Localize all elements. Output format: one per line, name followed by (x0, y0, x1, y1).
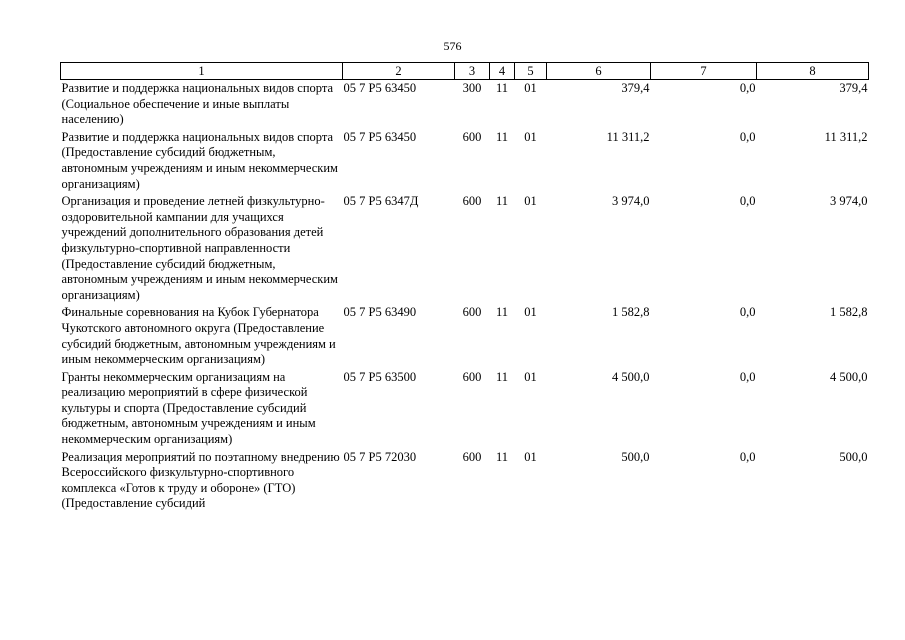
column-header-2: 2 (343, 63, 455, 80)
row-name: Развитие и поддержка национальных видов спорта (Предоставление субсидий бюджетным, автономным учреждениям и иным некоммерческим организациям) (61, 129, 338, 191)
row-value-7: 0,0 (739, 449, 756, 464)
column-header-7: 7 (651, 63, 757, 80)
row-rz: 11 (495, 369, 509, 384)
row-code: 05 7 Р5 63450 (343, 81, 417, 95)
row-value-6: 4 500,0 (612, 369, 650, 384)
column-header-5: 5 (515, 63, 547, 80)
row-value-8: 379,4 (839, 81, 868, 95)
row-value-8: 3 974,0 (830, 194, 868, 209)
row-vr: 600 (462, 194, 482, 209)
row-value-7: 0,0 (739, 194, 756, 209)
row-pr: 01 (524, 449, 537, 464)
row-code: 05 7 Р5 63500 (343, 369, 417, 384)
row-rz: 11 (495, 81, 509, 95)
budget-table (60, 62, 869, 513)
row-value-6: 11 311,2 (606, 129, 650, 144)
row-name: Реализация мероприятий по поэтапному внедрению Всероссийского физкультурно-спортивного комплекса «Готов к труду и обороне» (ГТО) (Предоставление субсидий (61, 449, 340, 511)
row-value-8: 4 500,0 (830, 369, 868, 384)
page-number: 576 (443, 39, 462, 53)
row-value-7: 0,0 (739, 81, 756, 95)
row-pr: 01 (524, 305, 537, 320)
row-value-7: 0,0 (739, 305, 756, 320)
table-row (61, 193, 869, 304)
row-rz: 11 (495, 129, 509, 144)
row-vr: 600 (462, 129, 482, 144)
row-value-7: 0,0 (739, 369, 756, 384)
row-vr: 600 (462, 305, 482, 320)
column-header-4: 4 (490, 63, 515, 80)
row-pr: 01 (524, 369, 537, 384)
row-value-6: 500,0 (621, 449, 650, 464)
row-rz: 11 (495, 449, 509, 464)
row-code: 05 7 Р5 63450 (343, 129, 417, 144)
row-value-6: 3 974,0 (612, 194, 650, 209)
row-value-8: 11 311,2 (824, 129, 868, 144)
row-name: Гранты некоммерческим организациям на реализацию мероприятий в сфере физической культуры и спорта (Предоставление субсидий бюджетным, автономным учреждениям и иным некоммерческим организациям) (61, 369, 316, 447)
row-rz: 11 (495, 194, 509, 209)
row-value-8: 1 582,8 (830, 305, 868, 320)
row-rz: 11 (495, 305, 509, 320)
column-header-3: 3 (455, 63, 490, 80)
column-header-8: 8 (757, 63, 869, 80)
row-vr: 300 (462, 81, 482, 95)
row-code: 05 7 Р5 63490 (343, 305, 417, 320)
column-header-6: 6 (547, 63, 651, 80)
table-row (61, 80, 869, 129)
row-code: 05 7 Р5 72030 (343, 449, 417, 464)
row-code: 05 7 Р5 6347Д (343, 194, 419, 209)
header-row (61, 63, 869, 80)
row-value-8: 500,0 (839, 449, 868, 464)
column-header-1: 1 (61, 63, 343, 80)
row-vr: 600 (462, 369, 482, 384)
table-row (61, 304, 869, 368)
row-name: Развитие и поддержка национальных видов спорта (Социальное обеспечение и иные выплаты населению) (61, 81, 334, 127)
table-row (61, 129, 869, 193)
row-pr: 01 (524, 129, 537, 144)
row-pr: 01 (524, 81, 537, 95)
row-value-6: 1 582,8 (612, 305, 650, 320)
row-pr: 01 (524, 194, 537, 209)
row-value-7: 0,0 (739, 129, 756, 144)
row-name: Организация и проведение летней физкультурно-оздоровительной кампании для учащихся учреждений дополнительного образования детей физкультурно-спортивной направленности (Предоставление субсидий бюджетным, автономным учреждениям и иным некоммерческим организациям) (61, 194, 338, 302)
row-vr: 600 (462, 449, 482, 464)
table-row (61, 449, 869, 513)
table-row (61, 369, 869, 449)
row-name: Финальные соревнования на Кубок Губернатора Чукотского автономного округа (Предоставление субсидий бюджетным, автономным учреждениям и иным некоммерческим организациям) (61, 305, 336, 367)
row-value-6: 379,4 (621, 81, 650, 95)
